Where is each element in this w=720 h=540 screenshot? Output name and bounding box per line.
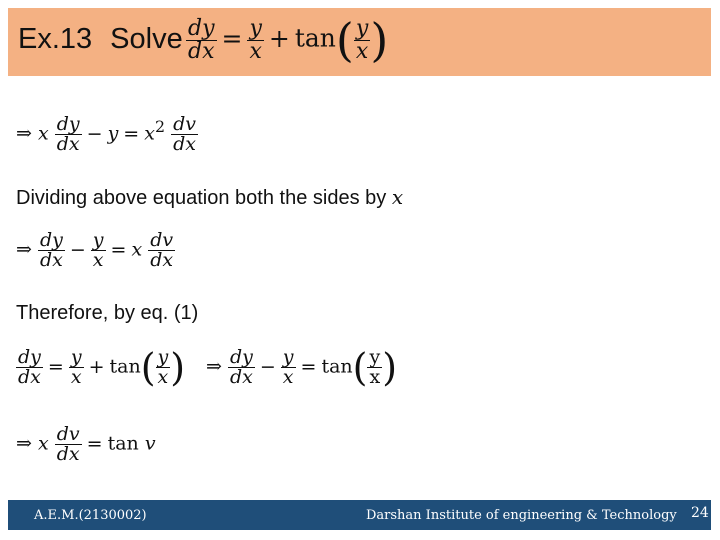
title-equation: $\frac{dy}{dx}$ = $\frac{y}{x}$ + tan( $\frac{y}{x}$ ) (188, 13, 389, 67)
institute-name: Darshan Institute of engineering & Technology (366, 508, 677, 523)
frac-dvdx: $\frac{dv}{dx}$ (173, 113, 196, 155)
title-tan-arg: $\frac{y}{x}$ (355, 15, 369, 64)
example-number: Ex.13 (18, 23, 93, 55)
course-code: A.E.M.(2130002) (34, 508, 147, 523)
equation-line-2: ⇒ $\frac{dy}{dx}$ − $\frac{y}{x}$ = x $\frac{dv}{dx}$ (16, 229, 174, 271)
equation-line-4: ⇒ x $\frac{dv}{dx}$ = tan v (16, 423, 156, 465)
paragraph-therefore: Therefore, by eq. (1) (16, 302, 199, 324)
example-heading (18, 23, 183, 56)
paragraph-dividing: Dividing above equation both the sides by x (16, 185, 404, 209)
title-frac-yx: $\frac{y}{x}$ (249, 15, 262, 64)
page-number: 24 (691, 505, 709, 521)
title-bar (8, 8, 711, 76)
equation-line-1: ⇒ x $\frac{dy}{dx}$ − $y = x^2$ $\frac{dv}{dx}$ (16, 113, 196, 155)
title-tan: tan (294, 23, 336, 53)
equation-line-3a: $\frac{dy}{dx}$ = $\frac{y}{x}$ + tan( $\frac{y}{x}$ ) (18, 345, 186, 390)
equation-line-3b: ⇒ $\frac{dy}{dx}$ − $\frac{y}{x}$ = tan( $\frac{y}{x}$ ) (206, 345, 398, 390)
frac-dydx: $\frac{dy}{dx}$ (56, 113, 80, 155)
solve-label: Solve (110, 23, 183, 55)
title-frac-dydx: $\frac{dy}{dx}$ (188, 15, 215, 64)
footer-bar (8, 500, 711, 530)
